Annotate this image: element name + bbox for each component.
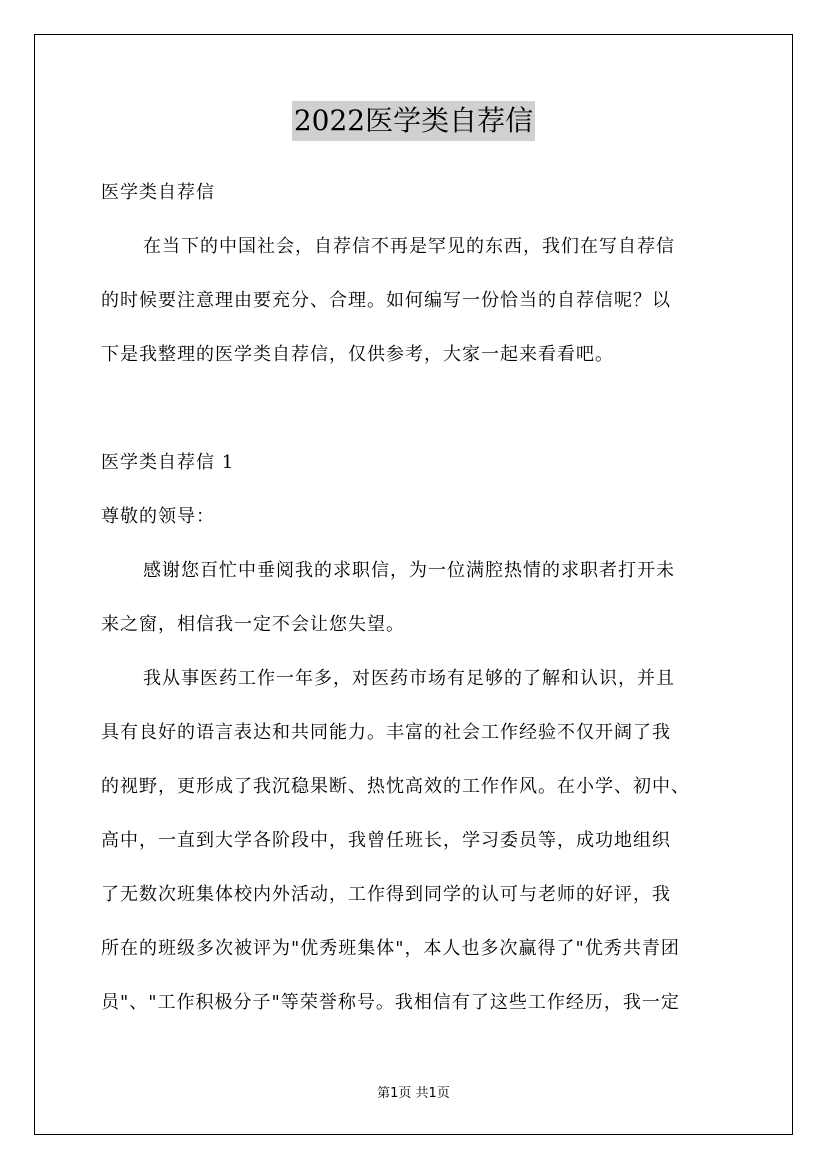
document-body xyxy=(101,175,731,1021)
intro-line: 在当下的中国社会，自荐信不再是罕见的东西，我们在写自荐信 xyxy=(143,236,675,257)
paragraph-line: 我从事医药工作一年多，对医药市场有足够的了解和认识，并且 xyxy=(143,668,675,689)
intro-line: 的时候要注意理由要充分、合理。如何编写一份恰当的自荐信呢？以 xyxy=(101,290,671,311)
paragraph-line: 的视野，更形成了我沉稳果断、热忱高效的工作作风。在小学、初中、 xyxy=(101,776,690,797)
heading: 医学类自荐信 xyxy=(101,182,215,203)
paragraph-line: 了无数次班集体校内外活动，工作得到同学的认可与老师的好评，我 xyxy=(101,884,671,905)
paragraph-line: 高中，一直到大学各阶段中，我曾任班长，学习委员等，成功地组织 xyxy=(101,830,671,851)
section-title: 医学类自荐信 1 xyxy=(101,452,235,473)
paragraph-line: 员"、"工作积极分子"等荣誉称号。我相信有了这些工作经历，我一定 xyxy=(101,992,680,1013)
title-container xyxy=(0,101,827,141)
paragraph-line: 所在的班级多次被评为"优秀班集体"，本人也多次赢得了"优秀共青团 xyxy=(101,938,680,959)
page-footer: 第1页 共1页 xyxy=(377,1086,450,1101)
salutation: 尊敬的领导： xyxy=(101,506,215,527)
paragraph-line: 来之窗，相信我一定不会让您失望。 xyxy=(101,614,405,635)
intro-line: 下是我整理的医学类自荐信，仅供参考，大家一起来看看吧。 xyxy=(101,344,614,365)
paragraph-line: 感谢您百忙中垂阅我的求职信，为一位满腔热情的求职者打开未 xyxy=(143,560,675,581)
paragraph-line: 具有良好的语言表达和共同能力。丰富的社会工作经验不仅开阔了我 xyxy=(101,722,671,743)
document-title: 2022医学类自荐信 xyxy=(292,101,535,141)
